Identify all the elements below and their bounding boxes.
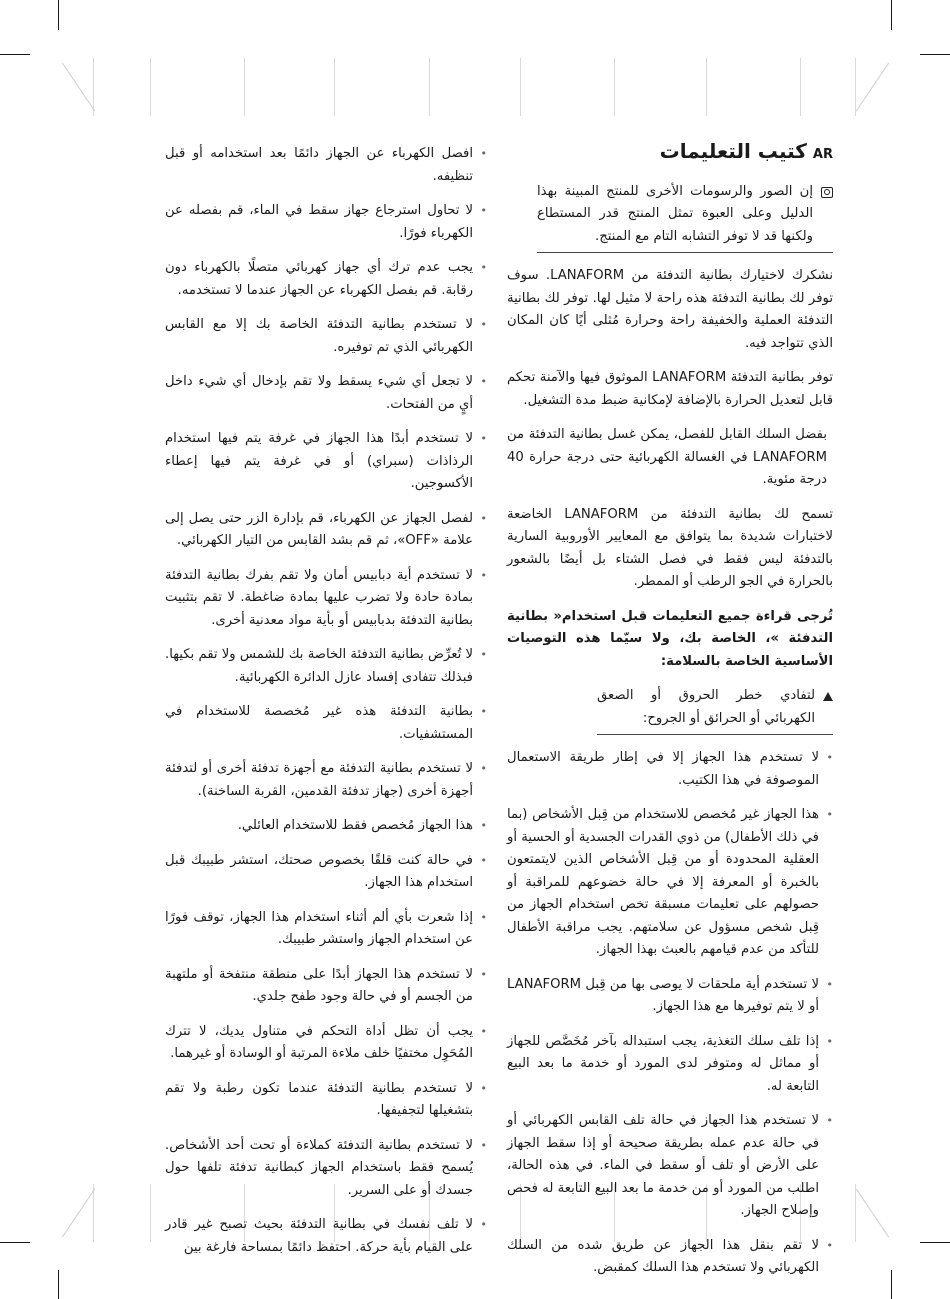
list-item: • لا تستخدم أية دبابيس أمان ولا تقم بفرك بطانية التدفئة بمادة حادة ولا تضرب عليها بمادة ضاغطة. لا تقم بتثبيت بطانية التدفئة بدبابيس أو بأية مواد معدنية أخرى.	[165, 565, 487, 633]
notice-text: إن الصور والرسومات الأخرى للمنتج المبينة بهذا الدليل وعلى العبوة تمثل المنتج قدر المستطاع ولكنها قد لا توفر التشابه التام مع المنتج.	[537, 183, 813, 244]
list-item: • افصل الكهرباء عن الجهاز دائمًا بعد استخدامه أو قبل تنظيفه.	[165, 143, 487, 188]
crop-mark	[58, 1270, 59, 1299]
language-code: AR	[812, 147, 833, 162]
guide-line	[800, 58, 801, 116]
guide-line	[62, 1189, 95, 1238]
guide-line	[706, 58, 707, 116]
list-item: • يجب عدم ترك أي جهاز كهربائي متصلًا بالكهرباء دون رقابة. قم بفصل الكهرباء عن الجهاز عندما لا تستخدمه.	[165, 257, 487, 302]
list-item: • لا تستخدم بطانية التدفئة كملاءة أو تحت أحد الأشخاص. يُسمح فقط باستخدام الجهاز كبطانية تدفئة تلفها حول جسدك أو على السرير.	[165, 1135, 487, 1203]
intro-paragraph: نشكرك لاختيارك بطانية التدفئة من LANAFORM. سوف توفر لك بطانية التدفئة هذه راحة لا مثيل لها. توفر لك بطانية التدفئة العملية والخفيفة راحة وحرارة مُثلى أيًا كان المكان الذي تتواجد فيه.	[507, 268, 833, 351]
list-item: • لا تستخدم هذا الجهاز في حالة تلف القابس الكهربائي أو في حالة عدم عمله بطريقة صحيحة أو إذا سقط الجهاز على الأرض أو تلف أو سقط في الماء. في هذه الحالة، اطلب من المورد أو من خدمة ما بعد البيع التابعة له فحص وإصلاح الجهاز.	[507, 1110, 833, 1223]
list-item: • لا تستخدم هذا الجهاز إلا في إطار طريقة الاستعمال الموصوفة في هذا الكتيب.	[507, 747, 833, 792]
guide-line	[855, 58, 856, 116]
guide-line	[244, 58, 245, 116]
crop-mark	[58, 0, 59, 30]
page-header	[507, 140, 833, 167]
list-item: • بطانية التدفئة هذه غير مُخصصة للاستخدام في المستشفيات.	[165, 701, 487, 746]
guide-line	[334, 58, 335, 116]
crop-mark	[0, 54, 30, 55]
page-title: كتيب التعليمات	[659, 139, 807, 163]
crop-mark	[0, 1242, 30, 1243]
guide-line	[62, 63, 95, 112]
left-column	[165, 143, 487, 1271]
guide-line	[150, 1184, 151, 1242]
list-item: • إذا تلف سلك التغذية، يجب استبداله بآخر مُخَصَّص للجهاز أو مماثل له ومتوفر لدى المورد أو خدمة ما بعد البيع التابعة له.	[507, 1031, 833, 1099]
guide-line	[856, 1189, 889, 1238]
warning-text: لتفادي خطر الحروق أو الصعق الكهربائي أو الحرائق أو الجروح:	[597, 688, 815, 726]
intro-paragraph: بفضل السلك القابل للفصل، يمكن غسل بطانية التدفئة من LANAFORM في الغسالة الكهربائية حتى درجة حرارة 40 درجة مئوية.	[507, 427, 827, 487]
list-item: • لا تستخدم أبدًا هذا الجهاز في غرفة يتم فيها استخدام الرذاذات (سبراي) أو في غرفة يتم فيها إعطاء الأكسوجين.	[165, 428, 487, 496]
list-item: • لا تحاول استرجاع جهاز سقط في الماء، قم بفصله عن الكهرباء فورًا.	[165, 200, 487, 245]
list-item: • إذا شعرت بأي ألم أثناء استخدام هذا الجهاز، توقف فورًا عن استخدام الجهاز واستشر طبيبك.	[165, 907, 487, 952]
crop-mark	[920, 54, 950, 55]
list-item: • لا تستخدم بطانية التدفئة الخاصة بك إلا مع القابس الكهربائي الذي تم توفيره.	[165, 314, 487, 359]
list-item: • لفصل الجهاز عن الكهرباء، قم بإدارة الزر حتى يصل إلى علامة «OFF»، ثم قم بشد القابس من التيار الكهربائي.	[165, 508, 487, 553]
intro-paragraph: توفر بطانية التدفئة LANAFORM الموثوق فيها والآمنة تحكم قابل لتعديل الحرارة بالإضافة لإمكانية ضبط مدة التشغيل.	[507, 370, 834, 408]
guide-line	[93, 1184, 94, 1242]
guide-line	[429, 58, 430, 116]
guide-line	[520, 58, 521, 116]
list-item: • في حالة كنت قلقًا بخصوص صحتك، استشر طبيبك قبل استخدام هذا الجهاز.	[165, 850, 487, 895]
list-item: • هذا الجهاز غير مُخصص للاستخدام من قِبل الأشخاص (بما في ذلك الأطفال) من ذوي القدرات الجسدية أو الحسية أو العقلية المحدودة أو من قِبل الأشخاص الذين لايتمتعون بالخبرة أو المعرفة إلا في حالة خضوعهم للمراقبة أو حصولهم على تعليمات مسبقة تخص استخدام الجهاز من قِبل شخص مسؤول عن سلامتهم. يجب مراقبة الأطفال للتأكد من عدم قيامهم بالعبث بهذا الجهاز.	[507, 804, 833, 962]
crop-mark	[920, 1242, 950, 1243]
list-item: • لا تستخدم بطانية التدفئة مع أجهزة تدفئة أخرى أو لتدفئة أجهزة أخرى (جهاز تدفئة القدمين، القربة الساخنة).	[165, 758, 487, 803]
list-item: • لا تستخدم أية ملحقات لا يوصى بها من قِبل LANAFORM أو لا يتم توفيرها مع هذا الجهاز.	[507, 974, 833, 1019]
guide-line	[150, 58, 151, 116]
guide-line	[614, 58, 615, 116]
safety-list-left	[165, 143, 487, 1259]
list-item: • لا تُعرِّض بطانية التدفئة الخاصة بك للشمس ولا تقم بكيها. فبذلك تتفادى إفساد عازل الدائرة الكهربائية.	[165, 644, 487, 689]
list-item: • يجب أن تظل أداة التحكم في متناول يديك، لا تترك المُحَوِل مختفيًا خلف ملاءة المرتبة أو الوسادة أو غيرهما.	[165, 1021, 487, 1066]
crop-mark	[891, 1270, 892, 1299]
camera-icon	[821, 187, 833, 198]
intro-paragraph: تسمح لك بطانية التدفئة من LANAFORM الخاضعة لاختبارات شديدة بما يتوافق مع المعايير الأوروبية السارية بالتدفئة ليس فقط في فصل الشتاء بل أيضًا بالشعور بالحرارة في الجو الرطب أو الممطر.	[507, 506, 833, 589]
list-item: • لا تستخدم هذا الجهاز أبدًا على منطقة منتفخة أو ملتهبة من الجسم أو في حالة وجود طفح جلدي.	[165, 964, 487, 1009]
list-item: • هذا الجهاز مُخصص فقط للاستخدام العائلي.	[165, 815, 487, 838]
warning-box	[597, 685, 833, 735]
crop-mark	[891, 0, 892, 30]
list-item: • لا تجعل أي شيء يسقط ولا تقم بإدخال أي شيء داخل أيٍ من الفتحات.	[165, 371, 487, 416]
image-notice	[537, 181, 833, 254]
list-item: • لا تقم بنقل هذا الجهاز عن طريق شده من السلك الكهربائي ولا تستخدم هذا السلك كمقبض.	[507, 1235, 833, 1280]
right-column	[507, 140, 833, 1292]
guide-line	[855, 1184, 856, 1242]
safety-list-right	[507, 747, 833, 1280]
guide-line	[856, 63, 889, 112]
list-item: • لا تلف نفسك في بطانية التدفئة بحيث تصبح غير قادر على القيام بأية حركة. احتفظ دائمًا بمساحة فارغة بين	[165, 1214, 487, 1259]
warning-icon	[823, 692, 833, 701]
important-notice: تُرجى قراءة جميع التعليمات قبل استخدام« بطانية التدفئة »، الخاصة بك، ولا سيّما هذه التوصيات الأساسية الخاصة بالسلامة:	[507, 608, 833, 669]
list-item: • لا تستخدم بطانية التدفئة عندما تكون رطبة ولا تقم بتشغيلها لتجفيفها.	[165, 1078, 487, 1123]
